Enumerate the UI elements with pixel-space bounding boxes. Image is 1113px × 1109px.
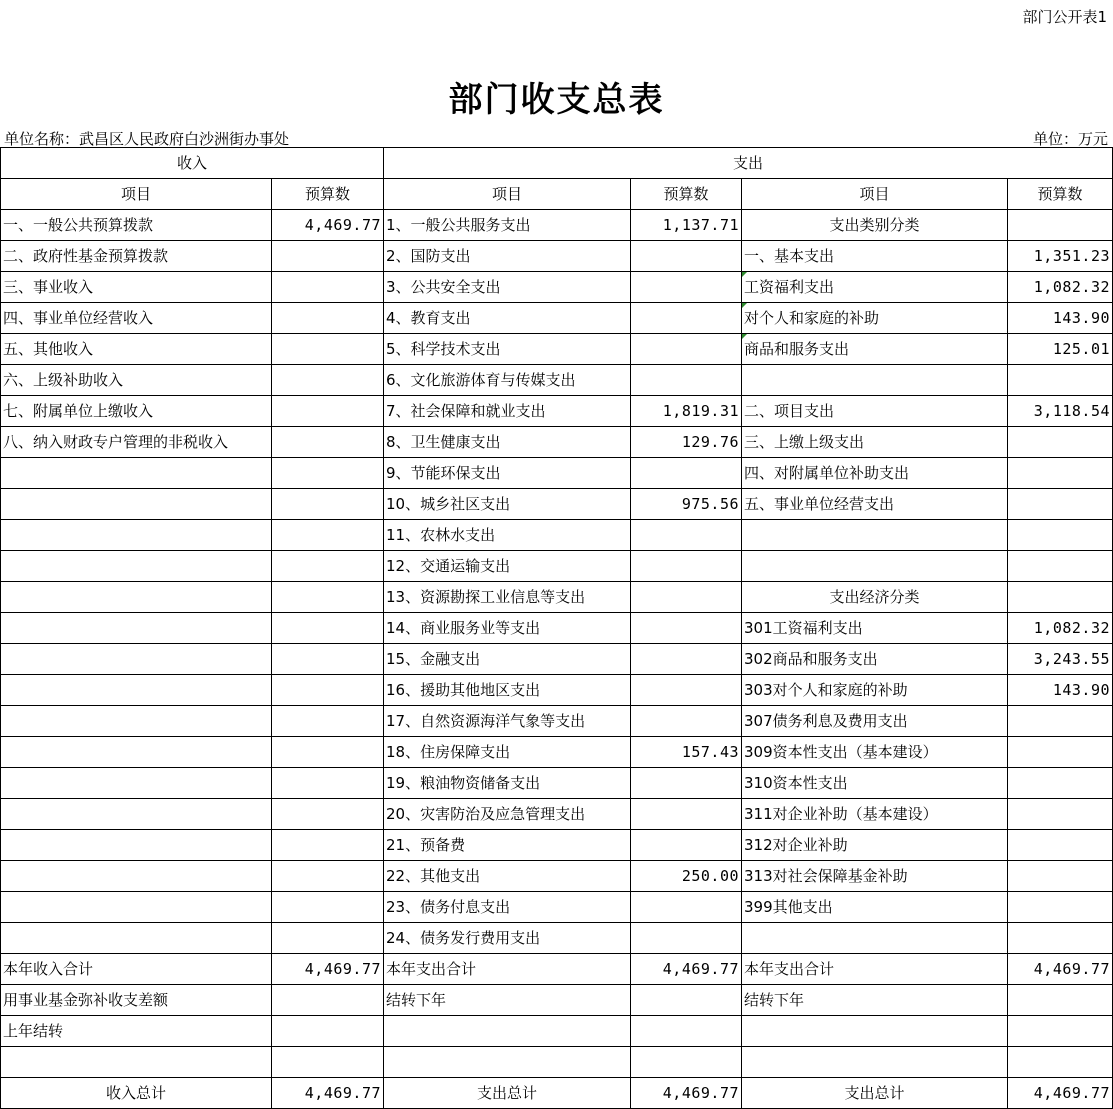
table-row — [1, 892, 1113, 923]
income-item-cell — [1, 768, 272, 799]
expense-amount-cell — [631, 334, 742, 365]
expense-item-cell: 4、教育支出 — [384, 303, 631, 334]
expense-amount-cell — [631, 830, 742, 861]
income-amount-cell — [272, 582, 384, 613]
class-amount-cell: 143.90 — [1008, 675, 1113, 706]
class-amount-cell — [1008, 861, 1113, 892]
class-item-cell: 399其他支出 — [742, 892, 1008, 923]
expense-item-cell: 16、援助其他地区支出 — [384, 675, 631, 706]
income-amount-cell — [272, 613, 384, 644]
table-row — [1, 365, 1113, 396]
class-item-cell: 四、对附属单位补助支出 — [742, 458, 1008, 489]
income-item-cell: 四、事业单位经营收入 — [1, 303, 272, 334]
expense-item-cell: 2、国防支出 — [384, 241, 631, 272]
income-item-cell: 一、一般公共预算拨款 — [1, 210, 272, 241]
expense-amount-cell — [631, 582, 742, 613]
income-amount-cell — [272, 1047, 384, 1078]
income-item-cell — [1, 675, 272, 706]
income-item-cell — [1, 489, 272, 520]
class-amount-cell — [1008, 427, 1113, 458]
class-item-cell: 支出类别分类 — [742, 210, 1008, 241]
expense-amount-cell: 1,137.71 — [631, 210, 742, 241]
income-item-cell: 五、其他收入 — [1, 334, 272, 365]
class-amount-cell: 4,469.77 — [1008, 954, 1113, 985]
expense-item-cell: 7、社会保障和就业支出 — [384, 396, 631, 427]
class-item-cell: 309资本性支出（基本建设） — [742, 737, 1008, 768]
class-budget-header: 预算数 — [1008, 179, 1113, 210]
class-item-cell — [742, 520, 1008, 551]
income-item-cell — [1, 1047, 272, 1078]
page-title: 部门收支总表 — [448, 80, 665, 120]
class-item-cell: 商品和服务支出 — [742, 334, 1008, 365]
class-amount-cell — [1008, 489, 1113, 520]
income-amount-cell: 4,469.77 — [272, 210, 384, 241]
class-item-cell: 301工资福利支出 — [742, 613, 1008, 644]
expense-amount-cell — [631, 768, 742, 799]
table-row — [1, 954, 1113, 985]
class-item-cell — [742, 923, 1008, 954]
income-amount-cell — [272, 489, 384, 520]
expense-amount-cell: 1,819.31 — [631, 396, 742, 427]
income-item-cell — [1, 520, 272, 551]
income-amount-cell — [272, 737, 384, 768]
expense-amount-cell: 975.56 — [631, 489, 742, 520]
class-item-cell: 313对社会保障基金补助 — [742, 861, 1008, 892]
class-item-cell: 310资本性支出 — [742, 768, 1008, 799]
expense-item-cell: 17、自然资源海洋气象等支出 — [384, 706, 631, 737]
expense-amount-cell — [631, 892, 742, 923]
class-item-cell: 303对个人和家庭的补助 — [742, 675, 1008, 706]
income-total-label: 收入总计 — [1, 1078, 272, 1109]
class-total-label: 支出总计 — [742, 1078, 1008, 1109]
income-amount-cell — [272, 892, 384, 923]
expense-item-cell — [384, 1016, 631, 1047]
class-amount-cell — [1008, 985, 1113, 1016]
expense-amount-cell — [631, 303, 742, 334]
income-item-cell — [1, 458, 272, 489]
income-amount-cell: 4,469.77 — [272, 954, 384, 985]
expense-amount-cell — [631, 365, 742, 396]
expense-item-cell: 结转下年 — [384, 985, 631, 1016]
expense-amount-cell — [631, 799, 742, 830]
expense-amount-cell: 129.76 — [631, 427, 742, 458]
expense-item-cell: 15、金融支出 — [384, 644, 631, 675]
expense-item-cell — [384, 1047, 631, 1078]
expense-item-cell: 3、公共安全支出 — [384, 272, 631, 303]
income-item-header: 项目 — [1, 179, 272, 210]
expense-item-cell: 12、交通运输支出 — [384, 551, 631, 582]
income-amount-cell — [272, 706, 384, 737]
income-amount-cell — [272, 551, 384, 582]
income-amount-cell — [272, 334, 384, 365]
class-item-cell — [742, 1047, 1008, 1078]
income-amount-cell — [272, 458, 384, 489]
expense-item-cell: 10、城乡社区支出 — [384, 489, 631, 520]
class-amount-cell: 1,082.32 — [1008, 272, 1113, 303]
table-row — [1, 613, 1113, 644]
income-item-cell: 七、附属单位上缴收入 — [1, 396, 272, 427]
income-amount-cell — [272, 427, 384, 458]
income-item-cell — [1, 582, 272, 613]
expense-total-amount: 4,469.77 — [631, 1078, 742, 1109]
income-amount-cell — [272, 644, 384, 675]
income-amount-cell — [272, 272, 384, 303]
table-row — [1, 644, 1113, 675]
expense-amount-cell — [631, 1047, 742, 1078]
class-amount-cell — [1008, 1047, 1113, 1078]
class-amount-cell: 125.01 — [1008, 334, 1113, 365]
income-item-cell — [1, 861, 272, 892]
expense-amount-cell — [631, 985, 742, 1016]
class-item-cell: 一、基本支出 — [742, 241, 1008, 272]
income-amount-cell — [272, 1016, 384, 1047]
table-row — [1, 1047, 1113, 1078]
expense-item-cell: 18、住房保障支出 — [384, 737, 631, 768]
income-item-cell — [1, 892, 272, 923]
currency-unit-label: 单位：万元 — [1032, 130, 1108, 148]
table-row — [1, 210, 1113, 241]
income-amount-cell — [272, 830, 384, 861]
class-item-cell: 312对企业补助 — [742, 830, 1008, 861]
income-item-cell: 六、上级补助收入 — [1, 365, 272, 396]
table-row — [1, 551, 1113, 582]
expense-amount-cell — [631, 551, 742, 582]
class-amount-cell — [1008, 706, 1113, 737]
budget-summary-table — [0, 147, 1113, 1109]
table-row — [1, 334, 1113, 365]
expense-item-cell: 22、其他支出 — [384, 861, 631, 892]
expense-total-label: 支出总计 — [384, 1078, 631, 1109]
table-row — [1, 520, 1113, 551]
table-row — [1, 861, 1113, 892]
class-amount-cell: 3,118.54 — [1008, 396, 1113, 427]
table-row — [1, 737, 1113, 768]
totals-row — [1, 1078, 1113, 1109]
expense-item-cell: 24、债务发行费用支出 — [384, 923, 631, 954]
expense-item-cell: 11、农林水支出 — [384, 520, 631, 551]
expense-item-cell: 6、文化旅游体育与传媒支出 — [384, 365, 631, 396]
table-row — [1, 923, 1113, 954]
income-item-cell — [1, 737, 272, 768]
column-header-row — [1, 179, 1113, 210]
table-row — [1, 241, 1113, 272]
class-amount-cell — [1008, 582, 1113, 613]
form-number-label: 部门公开表1 — [1022, 8, 1107, 26]
expense-item-cell: 8、卫生健康支出 — [384, 427, 631, 458]
expense-item-cell: 5、科学技术支出 — [384, 334, 631, 365]
class-item-header: 项目 — [742, 179, 1008, 210]
income-total-amount: 4,469.77 — [272, 1078, 384, 1109]
class-item-cell: 302商品和服务支出 — [742, 644, 1008, 675]
class-amount-cell — [1008, 830, 1113, 861]
expense-amount-cell — [631, 644, 742, 675]
expense-section-header: 支出 — [384, 148, 1113, 179]
table-row — [1, 768, 1113, 799]
table-row — [1, 489, 1113, 520]
class-amount-cell — [1008, 365, 1113, 396]
class-amount-cell — [1008, 1016, 1113, 1047]
expense-item-cell: 9、节能环保支出 — [384, 458, 631, 489]
table-row — [1, 985, 1113, 1016]
class-amount-cell — [1008, 737, 1113, 768]
class-amount-cell — [1008, 458, 1113, 489]
income-amount-cell — [272, 303, 384, 334]
class-item-cell: 三、上缴上级支出 — [742, 427, 1008, 458]
income-item-cell: 本年收入合计 — [1, 954, 272, 985]
class-item-cell: 本年支出合计 — [742, 954, 1008, 985]
expense-amount-cell: 157.43 — [631, 737, 742, 768]
expense-item-header: 项目 — [384, 179, 631, 210]
class-item-cell — [742, 365, 1008, 396]
expense-amount-cell — [631, 520, 742, 551]
expense-item-cell: 本年支出合计 — [384, 954, 631, 985]
class-item-cell — [742, 551, 1008, 582]
expense-amount-cell — [631, 613, 742, 644]
class-item-cell: 工资福利支出 — [742, 272, 1008, 303]
table-row — [1, 303, 1113, 334]
table-row — [1, 396, 1113, 427]
expense-amount-cell — [631, 923, 742, 954]
income-amount-cell — [272, 799, 384, 830]
income-item-cell — [1, 613, 272, 644]
table-row — [1, 427, 1113, 458]
income-amount-cell — [272, 520, 384, 551]
expense-amount-cell — [631, 1016, 742, 1047]
class-amount-cell — [1008, 892, 1113, 923]
income-item-cell: 上年结转 — [1, 1016, 272, 1047]
income-amount-cell — [272, 768, 384, 799]
class-amount-cell — [1008, 210, 1113, 241]
income-item-cell — [1, 923, 272, 954]
income-amount-cell — [272, 923, 384, 954]
table-row — [1, 272, 1113, 303]
class-amount-cell — [1008, 799, 1113, 830]
expense-amount-cell: 250.00 — [631, 861, 742, 892]
table-row — [1, 582, 1113, 613]
expense-amount-cell: 4,469.77 — [631, 954, 742, 985]
income-item-cell: 二、政府性基金预算拨款 — [1, 241, 272, 272]
expense-amount-cell — [631, 241, 742, 272]
expense-item-cell: 19、粮油物资储备支出 — [384, 768, 631, 799]
income-item-cell: 用事业基金弥补收支差额 — [1, 985, 272, 1016]
income-section-header: 收入 — [1, 148, 384, 179]
class-total-amount: 4,469.77 — [1008, 1078, 1113, 1109]
section-header-row — [1, 148, 1113, 179]
class-amount-cell — [1008, 520, 1113, 551]
income-item-cell: 三、事业收入 — [1, 272, 272, 303]
table-row — [1, 830, 1113, 861]
expense-amount-cell — [631, 706, 742, 737]
expense-item-cell: 20、灾害防治及应急管理支出 — [384, 799, 631, 830]
table-row — [1, 706, 1113, 737]
class-amount-cell — [1008, 923, 1113, 954]
income-amount-cell — [272, 241, 384, 272]
table-row — [1, 799, 1113, 830]
class-item-cell: 结转下年 — [742, 985, 1008, 1016]
income-item-cell — [1, 830, 272, 861]
income-amount-cell — [272, 365, 384, 396]
class-amount-cell: 1,351.23 — [1008, 241, 1113, 272]
expense-item-cell: 14、商业服务业等支出 — [384, 613, 631, 644]
class-amount-cell: 143.90 — [1008, 303, 1113, 334]
income-amount-cell — [272, 675, 384, 706]
income-budget-header: 预算数 — [272, 179, 384, 210]
income-item-cell — [1, 799, 272, 830]
unit-name-label: 单位名称：武昌区人民政府白沙洲街办事处 — [4, 130, 290, 148]
class-item-cell — [742, 1016, 1008, 1047]
expense-item-cell: 1、一般公共服务支出 — [384, 210, 631, 241]
expense-amount-cell — [631, 458, 742, 489]
class-amount-cell — [1008, 551, 1113, 582]
income-amount-cell — [272, 396, 384, 427]
income-amount-cell — [272, 985, 384, 1016]
table-row — [1, 1016, 1113, 1047]
income-amount-cell — [272, 861, 384, 892]
income-item-cell — [1, 706, 272, 737]
class-item-cell: 二、项目支出 — [742, 396, 1008, 427]
income-item-cell — [1, 644, 272, 675]
income-item-cell: 八、纳入财政专户管理的非税收入 — [1, 427, 272, 458]
expense-item-cell: 13、资源勘探工业信息等支出 — [384, 582, 631, 613]
income-item-cell — [1, 551, 272, 582]
class-item-cell: 307债务利息及费用支出 — [742, 706, 1008, 737]
table-row — [1, 458, 1113, 489]
class-item-cell: 五、事业单位经营支出 — [742, 489, 1008, 520]
expense-amount-cell — [631, 675, 742, 706]
expense-item-cell: 21、预备费 — [384, 830, 631, 861]
class-item-cell: 对个人和家庭的补助 — [742, 303, 1008, 334]
class-amount-cell: 1,082.32 — [1008, 613, 1113, 644]
expense-budget-header: 预算数 — [631, 179, 742, 210]
class-item-cell: 311对企业补助（基本建设） — [742, 799, 1008, 830]
class-amount-cell — [1008, 768, 1113, 799]
expense-item-cell: 23、债务付息支出 — [384, 892, 631, 923]
class-item-cell: 支出经济分类 — [742, 582, 1008, 613]
expense-amount-cell — [631, 272, 742, 303]
class-amount-cell: 3,243.55 — [1008, 644, 1113, 675]
table-row — [1, 675, 1113, 706]
